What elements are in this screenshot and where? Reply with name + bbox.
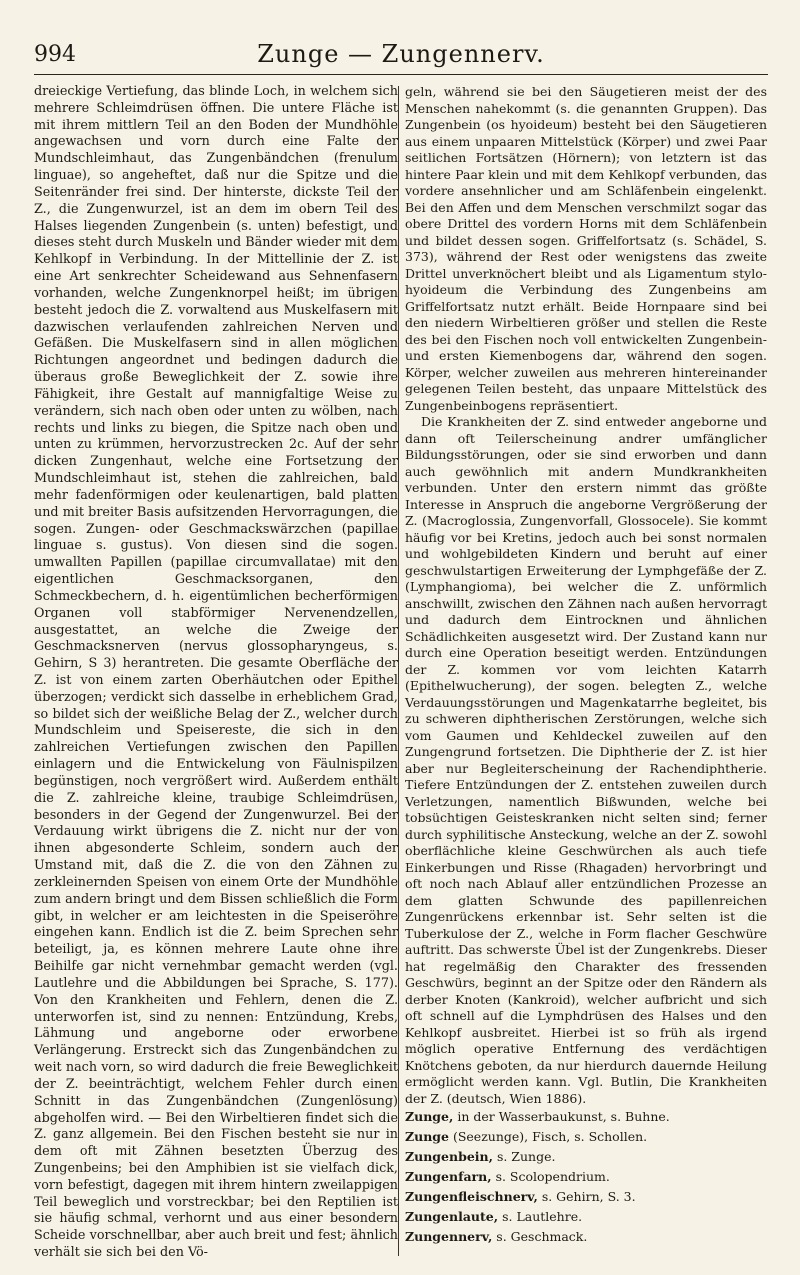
right-paragraph: geln, während sie bei den Säugetieren meist der des Menschen nahekommt (s. die genannten Gruppen). Das Zungenbein (os hyoideum) besteht bei den Säugetieren aus einem unpaaren Mittelstück (Körper) und zwei Paar seitlichen Fortsätzen (Hörnern); von letztern ist das hintere Paar klein und mit dem Kehlkopf verbunden, das vordere ansehnlicher und am Schläfenbein eingelenkt. Bei den Affen und dem Menschen verschmilzt sogar das obere Drittel des vordern Horns mit dem Schläfenbein und bildet dessen sogen. Griffelfortsatz (s. Schädel, S. 373), während der Rest oder wenigstens das zweite Drittel unverknöchert bleibt und als Ligamentum stylo-hyoideum die Verbindung des Zungenbeins am Griffelfortsatz nutzt erhält. Beide Hornpaare sind bei den niedern Wirbeltieren größer und stellen die Reste des bei den Fischen noch voll entwickelten Zungenbein- und ersten Kiemenbogens dar, während den sogen. Körper, welcher zuweilen aus mehreren hintereinander gelegenen Teilen besteht, das unpaare Mittelstück des Zungenbeinbogens repräsentiert. [405,84,767,413]
entry-text: s. Geschmack. [492,1229,588,1244]
entry-headword: Zungenfarn, [405,1169,492,1184]
entry-headword: Zungenbein, [405,1149,493,1164]
running-title: Zunge — Zungennerv. [257,40,545,68]
page-header [34,38,768,78]
dictionary-entry [405,1147,767,1167]
right-paragraph: Die Krankheiten der Z. sind entweder angeborne und dann oft Teilerscheinung andrer umfänglicher Bildungsstörungen, oder sie sind erworben und dann auch gewöhnlich mit andern Mundkrankheiten verbunden. Unter den erstern nimmt das größte Interesse in Anspruch die angeborne Vergrößerung der Z. (Macroglossia, Zungenvorfall, Glossocele). Sie kommt häufig vor bei Kretins, jedoch auch bei sonst normalen und wohlgebildeten Kindern und beruht auf einer geschwulstartigen Erweiterung der Lymphgefäße der Z. (Lymphangioma), bei welcher die Z. unförmlich anschwillt, zwischen den Zähnen nach außen hervorragt und dadurch dem Eintrocknen und ähnlichen Schädlichkeiten ausgesetzt wird. Der Zustand kann nur durch eine Operation beseitigt werden. Entzündungen der Z. kommen vor vom leichten Katarrh (Epithelwucherung), der sogen. belegten Z., welche Verdauungsstörungen und Magenkatarrhe begleitet, bis zu schweren diphtherischen Zerstörungen, welche sich vom Gaumen und Kehldeckel zuweilen auf den Zungengrund fortsetzen. Die Diphtherie der Z. ist hier aber nur Begleiterscheinung der Rachendiphtherie. Tiefere Entzündungen der Z. entstehen zuweilen durch Verletzungen, namentlich Bißwunden, welche bei tobsüchtigen Geisteskranken nicht selten sind; ferner durch syphilitische Ansteckung, welche an der Z. sowohl oberflächliche kleine Geschwürchen als auch tiefe Einkerbungen und Risse (Rhagaden) hervorbringt und oft noch nach Ablauf aller entzündlichen Prozesse an dem glatten Schwunde des papillenreichen Zungenrückens erkennbar ist. Sehr selten ist die Tuberkulose der Z., welche in Form flacher Geschwüre auftritt. Das schwerste Übel ist der Zungenkrebs. Dieser hat regelmäßig den Charakter des fressenden Geschwürs, beginnt an der Spitze oder den Rändern als derber Knoten (Kankroid), welcher aufbricht und sich oft schnell auf die Lymphdrüsen des Halses und den Kehlkopf ausbreitet. Hierbei ist so früh als irgend möglich operative Entfernung des verdächtigen Knötchens geboten, da nur hierdurch dauernde Heilung ermöglicht werden kann. Vgl. Butlin, Die Krankheiten der Z. (deutsch, Wien 1886). [405,414,767,1106]
entry-text: (Seezunge), Fisch, s. Schollen. [449,1129,648,1144]
entry-text: s. Scolopendrium. [491,1169,610,1184]
right-column [405,84,767,1247]
entry-text: s. Gehirn, S. 3. [537,1189,636,1204]
dictionary-entry [405,1127,767,1147]
dictionary-entry [405,1167,767,1187]
entry-headword: Zungenfleischnerv, [405,1189,538,1204]
dictionary-entry [405,1207,767,1227]
entry-headword: Zunge [405,1129,449,1144]
entry-headword: Zungennerv, [405,1229,493,1244]
entry-headword: Zungenlaute, [405,1209,499,1224]
header-rule [34,74,768,75]
entry-headword: Zunge, [405,1109,454,1124]
page-number: 994 [34,42,76,67]
entry-text: in der Wasserbaukunst, s. Buhne. [453,1109,670,1124]
left-paragraph: dreieckige Vertiefung, das blinde Loch, in welchem sich mehrere Schleimdrüsen öffnen. Die untere Fläche ist mit ihrem mittlern Teil an den Boden der Mundhöhle angewachsen und vorn durch eine Falte der Mundschleimhaut, das Zungenbändchen (frenulum linguae), so angeheftet, daß nur die Spitze und die Seitenränder frei sind. Der hinterste, dickste Teil der Z., die Zungenwurzel, ist an dem im obern Teil des Halses liegenden Zungenbein (s. unten) befestigt, und dieses steht durch Muskeln und Bänder wieder mit dem Kehlkopf in Verbindung. In der Mittellinie der Z. ist eine Art senkrechter Scheidewand aus Sehnenfasern vorhanden, welche Zungenknorpel heißt; im übrigen besteht jedoch die Z. vorwaltend aus Muskelfasern mit dazwischen verlaufenden zahlreichen Nerven und Gefäßen. Die Muskelfasern sind in allen möglichen Richtungen angeordnet und bedingen dadurch die überaus große Beweglichkeit der Z. sowie ihre Fähigkeit, ihre Gestalt auf mannigfaltige Weise zu verändern, sich nach oben oder unten zu wölben, nach rechts und links zu biegen, die Spitze nach oben und unten zu krümmen, hervorzustrecken 2c. Auf der sehr dicken Zungenhaut, welche eine Fortsetzung der Mundschleimhaut ist, stehen die zahlreichen, bald mehr fadenförmigen oder keulenartigen, bald platten und mit breiter Basis aufsitzenden Hervorragungen, die sogen. Zungen- oder Geschmackswärzchen (papillae linguae s. gustus). Von diesen sind die sogen. umwallten Papillen (papillae circumvallatae) mit den eigentlichen Geschmacksorganen, den Schmeckbechern, d. h. eigentümlichen becherförmigen Organen voll stabförmiger Nervenendzellen, ausgestattet, an welche die Zweige der Geschmacksnerven (nervus glossopharyngeus, s. Gehirn, S 3) herantreten. Die gesamte Oberfläche der Z. ist von einem zarten Oberhäutchen oder Epithel überzogen; verdickt sich dasselbe in erheblichem Grad, so bildet sich der weißliche Belag der Z., welcher durch Mundschleim und Speisereste, die sich in den zahlreichen Vertiefungen zwischen den Papillen einlagern und die Entwickelung von Fäulnispilzen begünstigen, noch vergrößert wird. Außerdem enthält die Z. zahlreiche kleine, traubige Schleimdrüsen, besonders in der Gegend der Zungenwurzel. Bei der Verdauung wirkt übrigens die Z. nicht nur der von ihnen abgesonderte Schleim, sondern auch der Umstand mit, daß die Z. die von den Zähnen zu zerkleinernden Speisen von einem Orte der Mundhöhle zum andern bringt und dem Bissen schließlich die Form gibt, in welcher er am leichtesten in die Speiseröhre eingehen kann. Endlich ist die Z. beim Sprechen sehr beteiligt, ja, es können mehrere Laute ohne ihre Beihilfe gar nicht vernehmbar gemacht werden (vgl. Lautlehre und die Abbildungen bei Sprache, S. 177). Von den Krankheiten und Fehlern, denen die Z. unterworfen ist, sind zu nennen: Entzündung, Krebs, Lähmung und angeborne oder erworbene Verlängerung. Erstreckt sich das Zungenbändchen zu weit nach vorn, so wird dadurch die freie Beweglichkeit der Z. beeinträchtigt, welchem Fehler durch einen Schnitt in das Zungenbändchen (Zungenlösung) abgeholfen wird. — Bei den Wirbeltieren findet sich die Z. ganz allgemein. Bei den Fischen besteht sie nur in dem oft mit Zähnen besetzten Überzug des Zungenbeins; bei den Amphibien ist sie vielfach dick, vorn befestigt, dagegen mit ihrem hintern zweilappigen Teil beweglich und vorstreckbar; bei den Reptilien ist sie häufig schmal, verhornt und aus einer besondern Scheide vorschnellbar, aber auch breit und fest; ähnlich verhält sie sich bei den Vö- [34,84,398,1261]
entry-text: s. Lautlehre. [498,1209,583,1224]
column-divider [398,86,399,1256]
dictionary-entry [405,1187,767,1207]
dictionary-entry [405,1107,767,1127]
left-column [34,84,398,1262]
entry-text: s. Zunge. [492,1149,556,1164]
dictionary-entry [405,1227,767,1247]
